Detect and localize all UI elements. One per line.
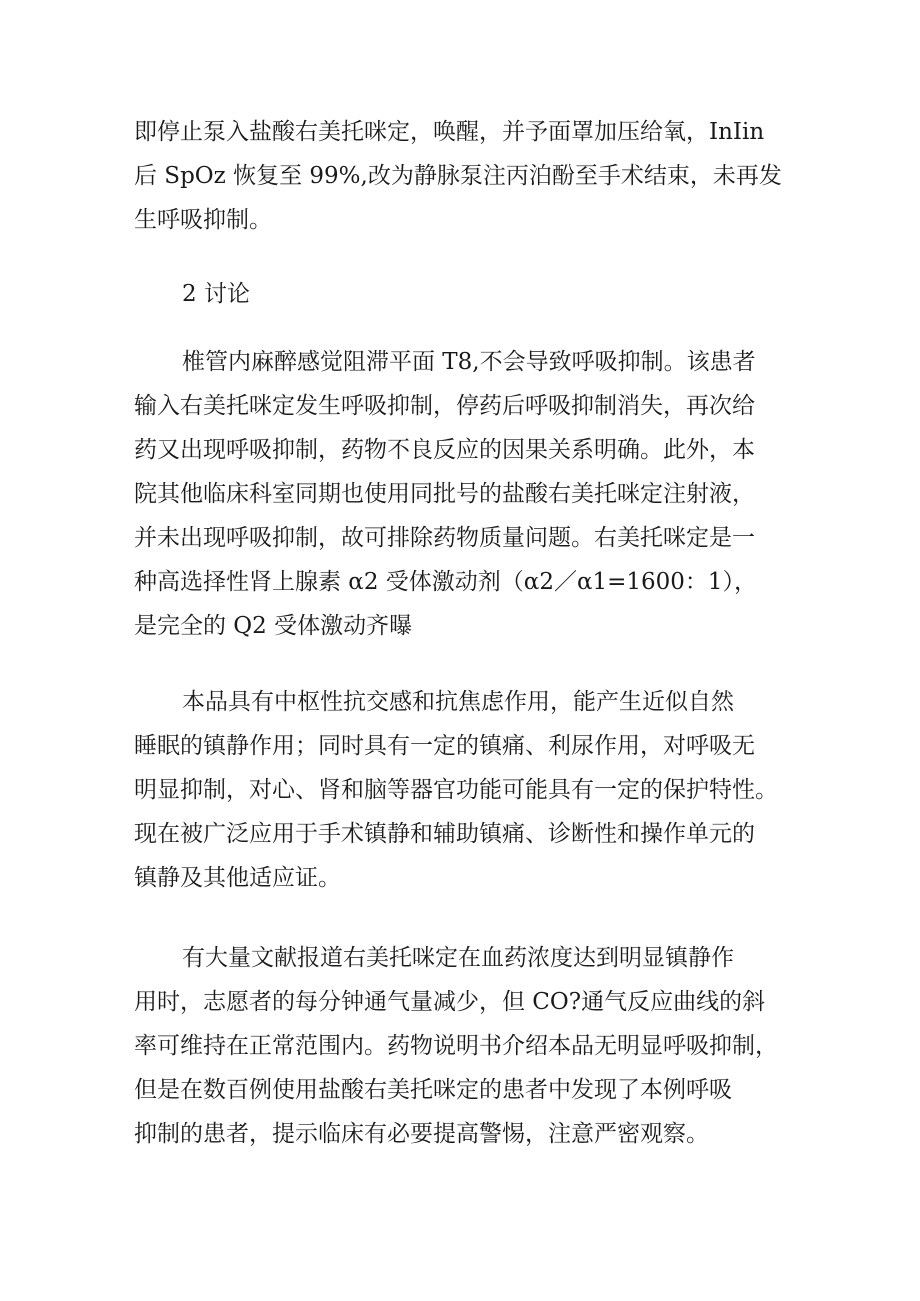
paragraph-discussion-2 (134, 680, 794, 900)
text-line: 输入右美托咪定发生呼吸抑制，停药后呼吸抑制消失，再次给 (134, 393, 755, 419)
text-line: 但是在数百例使用盐酸右美托咪定的患者中发现了本例呼吸 (134, 1077, 732, 1103)
text-line: 抑制的患者，提示临床有必要提高警惕，注意严密观察。 (134, 1121, 709, 1147)
text-line: 率可维持在正常范围内。药物说明书介绍本品无明显呼吸抑制， (134, 1033, 778, 1059)
section-heading: 2 讨论 (182, 281, 250, 307)
text-line: 现在被广泛应用于手术镇静和辅助镇痛、诊断性和操作单元的 (134, 821, 755, 847)
text-line: 后 SpOz 恢复至 99%,改为静脉泵注丙泊酚至手术结束，未再发 (134, 163, 782, 189)
paragraph-case-continuation (134, 110, 794, 242)
text-line: 明显抑制，对心、肾和脑等器官功能可能具有一定的保护特性。 (134, 777, 778, 803)
text-line: 有大量文献报道右美托咪定在血药浓度达到明显镇静作 (182, 945, 734, 971)
text-line: 睡眠的镇静作用；同时具有一定的镇痛、利尿作用，对呼吸无 (134, 733, 755, 759)
text-line: 镇静及其他适应证。 (134, 865, 341, 891)
text-line: 本品具有中枢性抗交感和抗焦虑作用，能产生近似自然 (182, 689, 734, 715)
text-line: 生呼吸抑制。 (134, 207, 272, 233)
text-line: 用时，志愿者的每分钟通气量减少，但 CO?通气反应曲线的斜 (134, 989, 766, 1015)
text-line: 即停止泵入盐酸右美托咪定，唤醒，并予面罩加压给氧，InIin (134, 119, 765, 145)
text-line: 院其他临床科室同期也使用同批号的盐酸右美托咪定注射液， (134, 481, 755, 507)
text-line: 药又出现呼吸抑制，药物不良反应的因果关系明确。此外，本 (134, 437, 755, 463)
text-line: 并未出现呼吸抑制，故可排除药物质量问题。右美托咪定是一 (134, 525, 755, 551)
paragraph-discussion-1 (134, 340, 794, 648)
text-line: 椎管内麻醉感觉阻滞平面 T8,不会导致呼吸抑制。该患者 (182, 349, 756, 375)
text-line: 是完全的 Q2 受体激动齐曝 (134, 613, 413, 639)
paragraph-discussion-3 (134, 936, 794, 1156)
text-line: 种高选择性肾上腺素 α2 受体激动剂（α2／α1=1600：1）， (134, 569, 758, 595)
